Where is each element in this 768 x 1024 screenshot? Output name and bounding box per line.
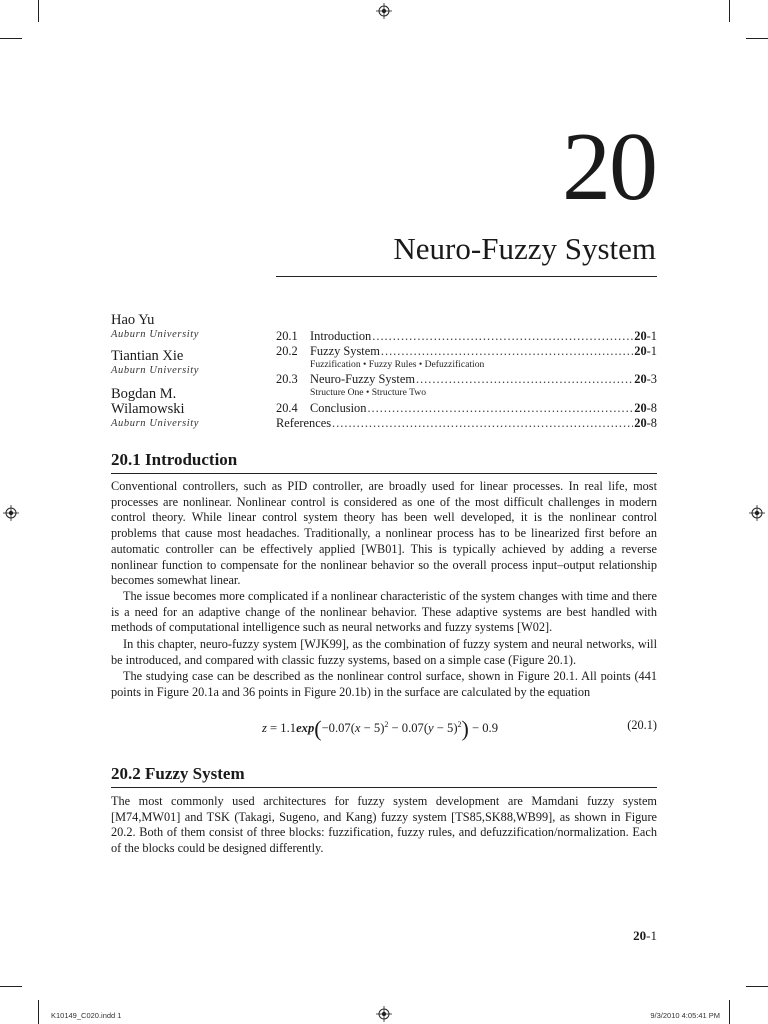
chapter-title: Neuro-Fuzzy System (393, 231, 656, 266)
author-name: Bogdan M. (111, 386, 177, 402)
toc-entry[interactable] (276, 401, 657, 415)
crop-mark (0, 986, 22, 987)
crop-mark (38, 0, 39, 22)
equation-term: −0.07( (321, 721, 355, 735)
equation-term: − 0.07( (388, 721, 429, 735)
author-name: Hao Yu (111, 312, 155, 328)
section-heading-fuzzy-system: 20.2 Fuzzy System (111, 764, 245, 783)
toc-entry[interactable] (276, 329, 657, 343)
author-name: Wilamowski (111, 401, 185, 417)
toc-entry[interactable] (276, 372, 657, 386)
equation-term: − 5) (360, 721, 385, 735)
toc-leader (381, 344, 633, 358)
toc-page: 20-8 (634, 416, 657, 430)
toc-subtopics: Structure One • Structure Two (310, 387, 427, 398)
registration-mark-icon (376, 1006, 392, 1022)
crop-mark (38, 1000, 39, 1024)
equation-bracket: ( (314, 716, 322, 741)
toc-leader (372, 329, 633, 343)
body-paragraph: Conventional controllers, such as PID controller, are broadly used for linear processes. In real life, most processes are nonlinear. Nonlinear control is considered as one of the most difficult challenges in modern control theory. While linear control system theory has been well developed, it is the nonlinear control problems that cause most headaches. Traditionally, a nonlinear process has to be linearized first before an automatic controller can be effectively applied [WB01]. This is typically achieved by adding a reverse nonlinear function to compensate for the nonlinear behavior so the overall process input–output relationship becomes somewhat linear. (111, 479, 657, 588)
slug-timestamp: 9/3/2010 4:05:41 PM (650, 1011, 720, 1020)
toc-title: Fuzzy System (310, 344, 380, 358)
registration-mark-icon (749, 505, 765, 521)
equation-lhs: z (262, 721, 267, 735)
equation-term: − 5) (433, 721, 458, 735)
crop-mark (729, 1000, 730, 1024)
toc-leader (332, 416, 633, 430)
toc-leader (367, 401, 633, 415)
crop-mark (729, 0, 730, 22)
crop-mark (746, 38, 768, 39)
equation-func: exp (296, 721, 315, 735)
registration-mark-icon (376, 3, 392, 19)
toc-number: 20.3 (276, 372, 298, 386)
equation-bracket: ) (461, 716, 469, 741)
author-name: Tiantian Xie (111, 348, 184, 364)
toc-page: 20-1 (634, 329, 657, 343)
equation-coef: = 1.1 (266, 721, 297, 735)
equation-term: − 0.9 (468, 721, 499, 735)
toc-leader (416, 372, 633, 386)
slug-file: K10149_C020.indd 1 (51, 1011, 122, 1020)
equation-exponent: 2 (457, 719, 462, 729)
chapter-toc (276, 329, 657, 433)
author-affiliation: Auburn University (111, 329, 200, 340)
toc-number: 20.4 (276, 401, 298, 415)
toc-number: 20.2 (276, 344, 298, 358)
toc-subtopics: Fuzzification • Fuzzy Rules • Defuzzification (310, 359, 485, 370)
section-heading-introduction: 20.1 Introduction (111, 450, 238, 469)
equation-exponent: 2 (384, 719, 389, 729)
toc-entry[interactable] (276, 416, 657, 430)
body-paragraph: The studying case can be described as the nonlinear control surface, shown in Figure 20.1. All points (441 points in Figure 20.1a and 36 points in Figure 20.1b) in the surface are calculated by the equation (111, 669, 657, 699)
toc-title: Neuro-Fuzzy System (310, 372, 415, 386)
registration-mark-icon (3, 505, 19, 521)
toc-title: Introduction (310, 329, 372, 343)
author-affiliation: Auburn University (111, 418, 200, 429)
body-paragraph: In this chapter, neuro-fuzzy system [WJK99], as the combination of fuzzy system and neural networks, will be introduced, and compared with classic fuzzy systems, based on a simple case (Figure 20.1). (111, 637, 657, 667)
equation-number: (20.1) (627, 718, 657, 732)
page-number: 20-1 (633, 928, 657, 943)
toc-title: References (276, 416, 332, 430)
toc-page: 20-8 (634, 401, 657, 415)
equation-var-x: x (354, 721, 361, 735)
toc-entry[interactable] (276, 344, 657, 358)
section-rule (111, 473, 657, 474)
author-affiliation: Auburn University (111, 365, 200, 376)
body-paragraph: The issue becomes more complicated if a nonlinear characteristic of the system changes with time and there is a need for an adaptive change of the nonlinear behavior. These adaptive systems are best handled with methods of computational intelligence such as neural networks and fuzzy systems [W02]. (111, 589, 657, 635)
crop-mark (0, 38, 22, 39)
toc-page: 20-3 (634, 372, 657, 386)
toc-title: Conclusion (310, 401, 367, 415)
chapter-number: 20 (562, 113, 656, 221)
section-rule (111, 787, 657, 788)
toc-page: 20-1 (634, 344, 657, 358)
equation-var-y: y (428, 721, 434, 735)
crop-mark (746, 986, 768, 987)
body-paragraph: The most commonly used architectures for fuzzy system development are Mamdani fuzzy system [M74,MW01] and TSK (Takagi, Sugeno, and Kang) fuzzy system [TS85,SK88,WB99], as shown in Figure 20.2. Both of them consist of three blocks: fuzzification, fuzzy rules, and defuzzification/normalization. Each of the blocks could be designed differently. (111, 794, 657, 856)
toc-number: 20.1 (276, 329, 298, 343)
title-rule (276, 276, 657, 277)
equation (262, 716, 498, 742)
